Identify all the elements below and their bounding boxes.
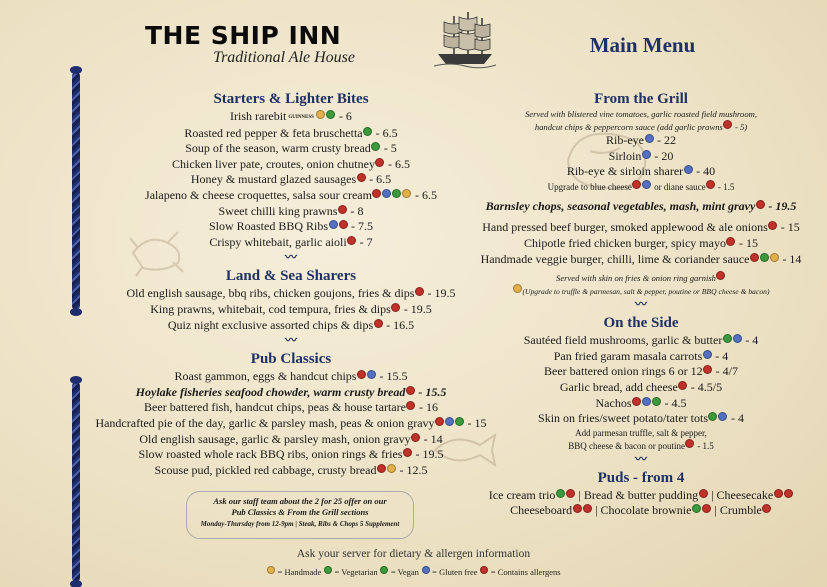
allergen-dot-icon — [699, 489, 708, 498]
menu-item-price: - 15 — [735, 235, 758, 250]
sides-add-text: BBQ cheese & bacon or poutine — [568, 440, 685, 451]
grill-note-text: handcut chips & peppercorn sauce (add garlic prawns — [534, 122, 723, 132]
offer-line-3: Monday-Thursday from 12-9pm | Steak, Ribs & Chops 5 Supplement — [200, 520, 400, 528]
section-heading-classics: Pub Classics — [250, 351, 332, 368]
ship-illustration-icon — [432, 10, 498, 70]
menu-item-name: Old english sausage, bbq ribs, chicken goujons, fries & dips — [126, 286, 415, 301]
menu-item — [455, 149, 827, 165]
allergen-dot-icon — [566, 489, 575, 498]
allergen-dot-icon — [415, 287, 424, 296]
menu-item — [92, 432, 490, 448]
upgrade-mid: or diane sauce — [651, 181, 706, 192]
menu-item-price: - 8 — [347, 203, 364, 218]
allergen-dot-icon — [583, 504, 592, 513]
menu-item — [455, 349, 827, 365]
menu-item-name: Hand pressed beef burger, smoked applewood & ale onions — [482, 220, 768, 235]
menu-item — [455, 364, 827, 380]
menu-item-price: - 4.5/5 — [687, 379, 723, 394]
handmade-dot-icon — [770, 253, 779, 262]
footer — [0, 546, 827, 579]
menu-item — [455, 252, 827, 268]
sides-add-2 — [455, 439, 827, 452]
menu-item-price: - 40 — [693, 164, 716, 179]
menu-item — [455, 133, 827, 149]
handmade-dot-icon — [387, 464, 396, 473]
menu-item — [92, 302, 490, 318]
menu-item — [455, 220, 827, 236]
menu-item — [92, 385, 490, 401]
chops-price: - 19.5 — [765, 198, 797, 213]
allergen-dot-icon — [406, 386, 415, 395]
gluten-free-dot-icon — [718, 412, 727, 421]
menu-item-name: Sautéed field mushrooms, garlic & butter — [523, 333, 723, 348]
allergen-dot-icon — [685, 439, 694, 448]
burger-note-2 — [455, 284, 827, 297]
menu-item-name: Jalapeno & cheese croquettes, salsa sour cream — [145, 187, 372, 202]
vegetarian-dot-icon — [723, 334, 732, 343]
menu-item-name: Nachos — [595, 395, 632, 410]
allergen-dot-icon — [784, 489, 793, 498]
allergen-dot-icon — [374, 319, 383, 328]
burger-upgrade-text: (Upgrade to truffle & parmesan, salt & pepper, poutine or BBQ cheese & bacon) — [522, 287, 770, 297]
menu-item-price: - 19.5 — [424, 286, 456, 301]
menu-item-price: - 16 — [415, 400, 438, 415]
menu-item — [455, 396, 827, 412]
offer-line-2: Pub Classics & From the Grill sections — [231, 507, 369, 517]
allergen-dot-icon — [357, 370, 366, 379]
allergen-dot-icon — [723, 120, 732, 129]
menu-item-name: Chipotle fried chicken burger, spicy mayo — [524, 235, 726, 250]
puds-line1 — [455, 488, 827, 504]
menu-item-name: Beer battered fish, handcut chips, peas & house tartare — [144, 400, 406, 415]
menu-item-price: - 4/7 — [712, 364, 738, 379]
sides-add-price: - 1.5 — [694, 440, 714, 451]
vegetarian-dot-icon — [760, 253, 769, 262]
menu-item-price: - 15 — [464, 415, 487, 430]
allergen-dot-icon — [774, 489, 783, 498]
allergen-dot-icon — [347, 236, 356, 245]
brand-block — [145, 22, 355, 67]
menu-item-price: - 4 — [742, 333, 759, 348]
allergen-dot-icon — [573, 504, 582, 513]
menu-item-name: Scouse pud, pickled red cabbage, crusty bread — [154, 462, 377, 477]
menu-item — [92, 318, 490, 334]
gluten-free-dot-icon — [642, 397, 651, 406]
legend-label: = Vegetarian — [332, 567, 378, 577]
menu-item-name: Slow roasted whole rack BBQ ribs, onion rings & fries — [138, 447, 403, 462]
allergen-dot-icon — [411, 433, 420, 442]
menu-item-name: Roast gammon, eggs & handcut chips — [174, 369, 357, 384]
menu-item-name: Quiz night exclusive assorted chips & dips — [167, 317, 374, 332]
menu-item — [92, 286, 490, 302]
menu-item — [92, 141, 490, 157]
legend-label: = Vegan — [388, 567, 419, 577]
menu-item-price: - 6.5 — [366, 172, 392, 187]
handmade-dot-icon — [316, 110, 325, 119]
menu-item-name: Garlic bread, add cheese — [559, 379, 678, 394]
section-heading-sharers: Land & Sea Sharers — [225, 268, 357, 285]
pud-item: | Chocolate brownie — [592, 503, 692, 518]
menu-item-price: - 6.5 — [384, 156, 410, 171]
burger-note-1 — [455, 271, 827, 284]
pud-item: | Cheesecake — [708, 487, 774, 502]
menu-item-name: Irish rarebit — [230, 109, 287, 123]
vegetarian-dot-icon — [371, 142, 380, 151]
gluten-free-dot-icon — [422, 566, 430, 574]
menu-item-name: Sirloin — [608, 148, 642, 163]
allergen-dot-icon — [435, 417, 444, 426]
chops-item — [455, 199, 827, 215]
menu-item-name: Soup of the season, warm crusty bread — [185, 141, 371, 156]
section-heading-puds: Puds - from 4 — [597, 469, 685, 486]
vegetarian-dot-icon — [692, 504, 701, 513]
chops-name: Barnsley chops, seasonal vegetables, mash, mint gravy — [485, 198, 756, 213]
gluten-free-dot-icon — [367, 370, 376, 379]
brand-title: THE SHIP INN — [145, 21, 342, 50]
vegetarian-dot-icon — [708, 412, 717, 421]
vegetarian-dot-icon — [652, 397, 661, 406]
allergen-dot-icon — [632, 397, 641, 406]
legend-label: = Gluten free — [430, 567, 478, 577]
gluten-free-dot-icon — [382, 189, 391, 198]
allergen-dot-icon — [391, 303, 400, 312]
legend-label: = Contains allergens — [488, 567, 561, 577]
menu-item — [92, 126, 490, 142]
menu-item — [92, 204, 490, 220]
gluten-free-dot-icon — [684, 165, 693, 174]
menu-item — [92, 188, 490, 204]
allergen-dot-icon — [403, 448, 412, 457]
menu-item — [92, 400, 490, 416]
sides-add-1: Add parmesan truffle, salt & pepper, — [575, 427, 707, 438]
menu-item — [455, 164, 827, 180]
menu-item-name: Hoylake fisheries seafood chowder, warm crusty bread — [135, 384, 406, 399]
menu-title: Main Menu — [589, 33, 696, 57]
allergen-dot-icon — [375, 158, 384, 167]
allergen-dot-icon — [632, 180, 641, 189]
menu-item-price: - 12.5 — [396, 462, 428, 477]
section-divider: 〰 — [284, 250, 297, 265]
guinness-logo-icon: GUINNESS — [288, 115, 314, 120]
menu-item-price: - 16.5 — [383, 317, 415, 332]
gluten-free-dot-icon — [642, 180, 651, 189]
menu-item-price: - 15.5 — [376, 369, 408, 384]
gluten-free-dot-icon — [733, 334, 742, 343]
allergen-dot-icon — [678, 381, 687, 390]
allergen-dot-icon — [762, 504, 771, 513]
menu-item-name: Sweet chilli king prawns — [218, 203, 338, 218]
pud-item: | Bread & butter pudding — [575, 487, 699, 502]
handmade-dot-icon — [267, 566, 275, 574]
menu-item-name: Skin on fries/sweet potato/tater tots — [538, 411, 708, 426]
allergen-dot-icon — [339, 220, 348, 229]
menu-item-name: Rib-eye — [606, 133, 644, 147]
dietary-legend — [0, 565, 827, 579]
menu-item — [92, 235, 490, 251]
gluten-free-dot-icon — [645, 134, 654, 143]
handmade-dot-icon — [513, 284, 522, 293]
rope-decoration-top — [72, 72, 80, 310]
section-heading-starters: Starters & Lighter Bites — [213, 91, 369, 107]
right-column — [455, 89, 827, 519]
menu-item-price: - 14 — [779, 251, 802, 266]
gluten-free-dot-icon — [329, 220, 338, 229]
allergen-dot-icon — [372, 189, 381, 198]
menu-item-name: Old english sausage, garlic & parsley mash, onion gravy — [139, 431, 411, 446]
allergen-dot-icon — [702, 504, 711, 513]
allergen-dot-icon — [716, 271, 725, 280]
menu-item-name: Chicken liver pate, croutes, onion chutney — [172, 156, 375, 171]
grill-note-end: - 5) — [732, 122, 748, 132]
menu-item-name: Handcrafted pie of the day, garlic & parsley mash, peas & onion gravy — [95, 415, 435, 430]
allergen-dot-icon — [377, 464, 386, 473]
menu-item-price: - 4.5 — [661, 395, 687, 410]
menu-item-name: Beer battered onion rings 6 or 12 — [544, 364, 703, 379]
upgrade-price: - 1.5 — [715, 181, 735, 192]
menu-item-name: Roasted red pepper & feta bruschetta — [184, 125, 363, 140]
brand-subtitle: Traditional Ale House — [213, 49, 355, 66]
vegetarian-dot-icon — [556, 489, 565, 498]
gluten-free-dot-icon — [642, 150, 651, 159]
vegetarian-dot-icon — [380, 566, 388, 574]
menu-item-price: - 15.5 — [415, 384, 447, 399]
menu-item — [455, 411, 827, 427]
menu-item-name: Pan fried garam masala carrots — [553, 348, 703, 363]
allergen-dot-icon — [726, 237, 735, 246]
menu-item-price: - 6 — [335, 109, 352, 123]
menu-item — [92, 369, 490, 385]
vegetarian-dot-icon — [326, 110, 335, 119]
section-divider: 〰 — [634, 451, 647, 466]
allergen-dot-icon — [338, 205, 347, 214]
left-column — [92, 89, 490, 478]
vegetarian-dot-icon — [324, 566, 332, 574]
menu-item-price: - 19.5 — [412, 447, 444, 462]
section-divider: 〰 — [634, 297, 647, 312]
menu-item-name: Handmade veggie burger, chilli, lime & coriander sauce — [480, 251, 750, 266]
allergen-dot-icon — [706, 180, 715, 189]
menu-item — [92, 172, 490, 188]
menu-item-name: Crispy whitebait, garlic aioli — [209, 234, 347, 249]
section-heading-grill: From the Grill — [594, 91, 688, 107]
offer-line-1: Ask our staff team about the 2 for 25 offer on our — [213, 496, 387, 506]
menu-item — [455, 236, 827, 252]
gluten-free-dot-icon — [445, 417, 454, 426]
offer-box — [186, 491, 414, 539]
menu-item — [92, 463, 490, 479]
menu-item — [455, 333, 827, 349]
menu-item — [455, 380, 827, 396]
menu-item — [92, 447, 490, 463]
allergen-dot-icon — [406, 401, 415, 410]
menu-item-price: - 5 — [380, 141, 397, 156]
section-divider: 〰 — [284, 333, 297, 348]
menu-item-name: Rib-eye & sirloin sharer — [566, 164, 684, 179]
menu-item-price: - 22 — [654, 133, 676, 147]
upgrade-text: Upgrade to blue cheese — [547, 181, 632, 192]
allergen-dot-icon — [750, 253, 759, 262]
grill-note-1: Served with blistered vine tomatoes, garlic roasted field mushroom, — [524, 109, 757, 119]
pud-item: Cheeseboard — [510, 503, 573, 518]
allergen-dot-icon — [703, 365, 712, 374]
menu-item-name: Honey & mustard glazed sausages — [190, 172, 357, 187]
puds-line2 — [455, 503, 827, 519]
burger-note-text: Served with skin on fries & onion ring garnish — [556, 273, 716, 284]
vegetarian-dot-icon — [392, 189, 401, 198]
section-heading-sides: On the Side — [603, 315, 679, 332]
allergen-dot-icon — [756, 200, 765, 209]
menu-item-price: - 14 — [420, 431, 443, 446]
menu-item — [92, 157, 490, 173]
pud-item: Ice cream trio — [488, 487, 556, 502]
menu-item-price: - 4 — [712, 348, 729, 363]
menu-item — [92, 219, 490, 235]
menu-item-price: - 6.5 — [411, 187, 437, 202]
menu-item-price: - 15 — [777, 220, 800, 235]
menu-item-price: - 7.5 — [348, 219, 373, 234]
vegetarian-dot-icon — [363, 127, 372, 136]
menu-item-price: - 20 — [651, 148, 674, 163]
menu-item-price: - 7 — [356, 234, 373, 249]
menu-item-name: King prawns, whitebait, cod tempura, fries & dips — [150, 301, 391, 316]
menu-item-price: - 6.5 — [372, 125, 398, 140]
grill-note-2 — [455, 120, 827, 133]
menu-item-price: - 19.5 — [400, 301, 432, 316]
allergen-notice: Ask your server for dietary & allergen information — [296, 548, 531, 560]
gluten-free-dot-icon — [703, 350, 712, 359]
handmade-dot-icon — [402, 189, 411, 198]
allergen-dot-icon — [768, 221, 777, 230]
menu-item-name: Slow Roasted BBQ Ribs — [208, 219, 328, 234]
allergen-dot-icon — [480, 566, 488, 574]
legend-label: = Handmade — [275, 567, 322, 577]
menu-item-price: - 4 — [727, 411, 744, 426]
allergen-dot-icon — [357, 173, 366, 182]
upgrade-sauce — [455, 180, 827, 193]
menu-item — [92, 416, 490, 432]
pud-item: | Crumble — [711, 503, 762, 518]
menu-item — [92, 109, 490, 126]
